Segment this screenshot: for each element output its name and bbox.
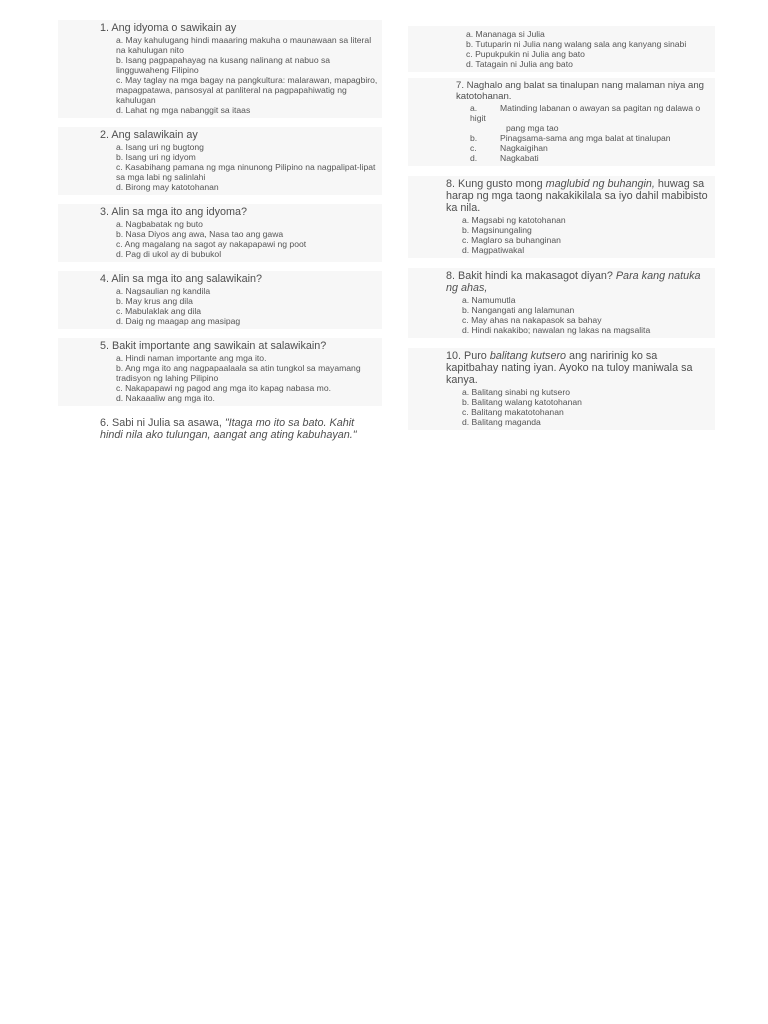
option-a: a. May kahulugang hindi maaaring makuha o maunawaan sa literal na kahulugan nito	[116, 35, 372, 55]
question-text	[446, 350, 711, 386]
option-b: b. Magsinungaling	[462, 225, 532, 235]
question-6	[58, 415, 382, 444]
question-text: 2. Ang salawikain ay	[100, 129, 198, 141]
option-a	[470, 103, 711, 133]
option-c: c. May taglay na mga bagay na pangkultura: malarawan, mapagbiro, mapagpatawa, pansosyal at panliteral na pagpapahiwatig ng kahulugan	[116, 75, 378, 105]
question-text-prefix: 6. Sabi ni Julia sa asawa,	[100, 417, 225, 429]
option-d: d. Birong may katotohanan	[116, 182, 219, 192]
question-1	[58, 20, 382, 118]
option-continuation: pang mga tao	[506, 123, 559, 133]
option-b: b. Nasa Diyos ang awa, Nasa tao ang gawa	[116, 229, 284, 239]
option-list	[62, 286, 378, 326]
option-d: d. Balitang maganda	[462, 417, 541, 427]
option-d: d. Tatagain ni Julia ang bato	[466, 59, 573, 69]
option-list	[62, 35, 378, 115]
option-c: c. Maglaro sa buhanginan	[462, 235, 561, 245]
question-6-options	[408, 26, 715, 72]
option-d: d. Magpatiwakal	[462, 245, 525, 255]
option-b: b. May krus ang dila	[116, 296, 193, 306]
option-list	[446, 295, 711, 335]
question-text: 1. Ang idyoma o sawikain ay	[100, 22, 237, 34]
question-10	[408, 348, 715, 430]
question-4	[58, 271, 382, 329]
question-7	[408, 78, 715, 166]
question-text-prefix: 8. Bakit hindi ka makasagot diyan?	[446, 270, 616, 282]
option-c: c. Pupukpukin ni Julia ang bato	[466, 49, 585, 59]
question-text: 7. Naghalo ang balat sa tinalupan nang malaman niya ang katotohanan.	[456, 80, 705, 102]
option-list	[446, 215, 711, 255]
question-idiom: maglubid ng buhangin,	[545, 178, 655, 190]
option-c	[470, 143, 711, 153]
option-d: d. Lahat ng mga nabanggit sa itaas	[116, 105, 251, 115]
option-c: c. Nakapapawi ng pagod ang mga ito kapag nabasa mo.	[116, 383, 331, 393]
question-idiom: balitang kutsero	[489, 350, 567, 362]
option-b: b. Balitang walang katotohanan	[462, 397, 582, 407]
option-label: b.	[470, 133, 478, 143]
option-b: b. Ang mga ito ang nagpapaalaala sa atin tungkol sa mayamang tradisyon ng lahing Pilipino	[116, 363, 361, 383]
option-d: d. Nakaaaliw ang mga ito.	[116, 393, 215, 403]
question-text	[446, 270, 711, 294]
option-d: d. Hindi nakakibo; nawalan ng lakas na magsalita	[462, 325, 651, 335]
option-c: c. Ang magalang na sagot ay nakapapawi ng poot	[116, 239, 307, 249]
option-b	[470, 133, 711, 143]
option-c: c. Mabulaklak ang dila	[116, 306, 202, 316]
option-c: c. Kasabihang pamana ng mga ninunong Pilipino na nagpalipat-lipat sa mga labi ng salinlahi	[116, 162, 376, 182]
option-d: d. Pag di ukol ay di bubukol	[116, 249, 222, 259]
option-text: Nagkaigihan	[500, 143, 548, 153]
option-c: c. Balitang makatotohanan	[462, 407, 564, 417]
option-a: a. Hindi naman importante ang mga ito.	[116, 353, 267, 363]
question-quote: "Itaga mo ito sa bato. Kahit hindi nila ako tulungan, aangat ang ating kabuhayan."	[100, 417, 357, 441]
question-idiom: Para kang natuka ng ahas,	[446, 270, 701, 294]
option-label: d.	[470, 153, 478, 163]
option-a: a. Nagbabatak ng buto	[116, 219, 203, 229]
option-text: Pinagsama-sama ang mga balat at tinalupan	[500, 133, 671, 143]
option-a: a. Namumutla	[462, 295, 516, 305]
option-list	[412, 103, 711, 163]
option-d	[470, 153, 711, 163]
question-5	[58, 338, 382, 406]
option-a: a. Magsabi ng katotohanan	[462, 215, 566, 225]
option-a: a. Balitang sinabi ng kutsero	[462, 387, 570, 397]
question-8a	[408, 176, 715, 258]
option-list	[62, 142, 378, 192]
question-text: 5. Bakit importante ang sawikain at salawikain?	[100, 340, 327, 352]
option-label: a.	[470, 103, 478, 113]
question-8b	[408, 268, 715, 338]
right-column	[408, 26, 715, 435]
question-text-suffix: ang naririnig ko sa kapitbahay nating iyan. Ayoko na tuloy maniwala sa kanya.	[446, 350, 693, 386]
option-a: a. Mananaga si Julia	[466, 29, 545, 39]
question-text: 4. Alin sa mga ito ang salawikain?	[100, 273, 263, 285]
left-column	[58, 20, 382, 449]
option-list	[62, 353, 378, 403]
question-text: 3. Alin sa mga ito ang idyoma?	[100, 206, 248, 218]
option-text: Nagkabati	[500, 153, 539, 163]
option-list	[446, 387, 711, 427]
option-label: c.	[470, 143, 477, 153]
option-a: a. Nagsaulian ng kandila	[116, 286, 211, 296]
option-a: a. Isang uri ng bugtong	[116, 142, 204, 152]
option-b: b. Tutuparin ni Julia nang walang sala ang kanyang sinabi	[466, 39, 687, 49]
option-list	[412, 29, 711, 69]
option-c: c. May ahas na nakapasok sa bahay	[462, 315, 602, 325]
question-text-prefix: 8. Kung gusto mong	[446, 178, 546, 190]
question-text-prefix: 10. Puro	[446, 350, 490, 362]
option-d: d. Daig ng maagap ang masipag	[116, 316, 241, 326]
option-b: b. Isang pagpapahayag na kusang nalinang at nabuo sa lingguwaheng Filipino	[116, 55, 331, 75]
question-text	[62, 417, 378, 441]
option-b: b. Isang uri ng idyom	[116, 152, 196, 162]
option-list	[62, 219, 378, 259]
option-b: b. Nangangati ang lalamunan	[462, 305, 575, 315]
option-text: Matinding labanan o awayan sa pagitan ng dalawa o higit	[470, 103, 701, 123]
question-text	[446, 178, 711, 214]
question-2	[58, 127, 382, 195]
question-3	[58, 204, 382, 262]
question-text-suffix: huwag sa harap ng mga taong nakakikilala sa iyo dahil mabibisto ka nila.	[446, 178, 708, 214]
